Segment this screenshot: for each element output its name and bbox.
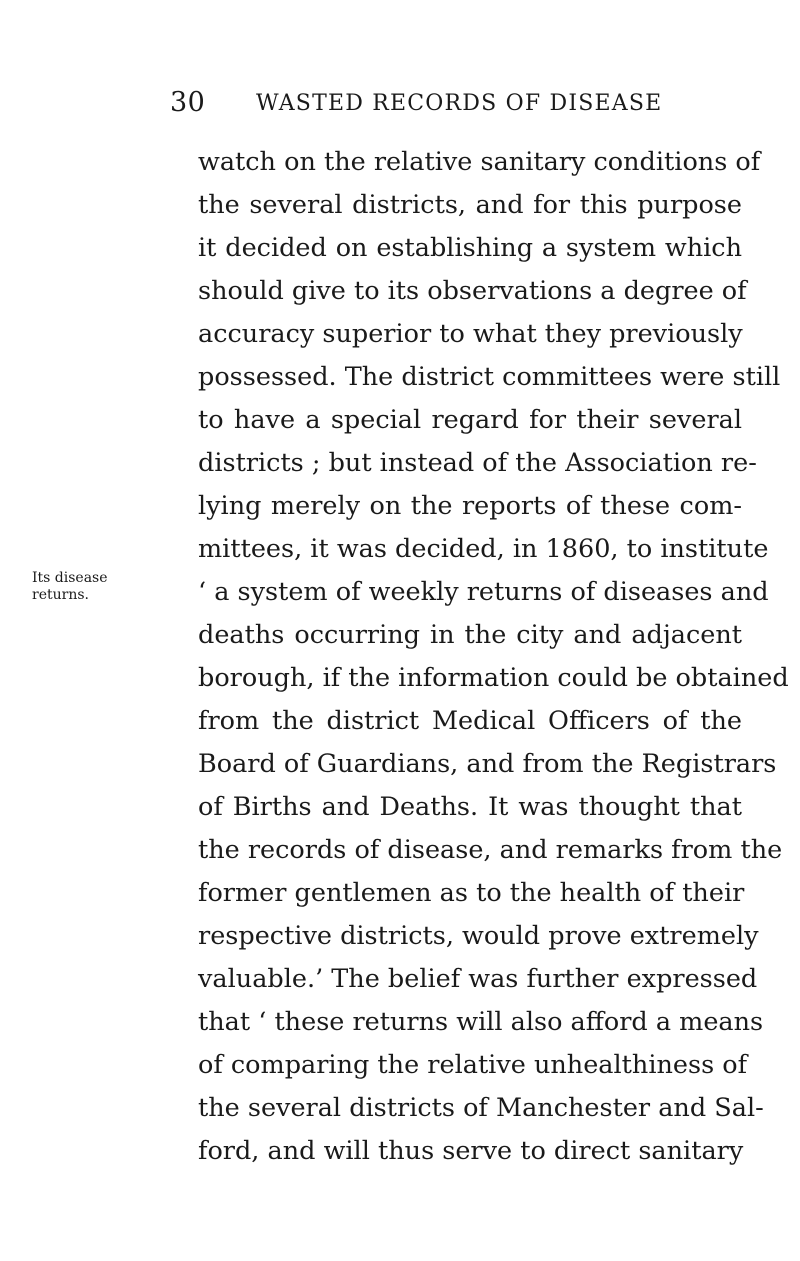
text-line: watch on the relative sanitary conditions of [198, 147, 761, 177]
text-line: possessed. The district committees were still [198, 362, 781, 392]
text-line: deaths occurring in the city and adjacent [198, 620, 742, 650]
text-line: ‘ a system of weekly returns of diseases and [198, 577, 769, 607]
page-number: 30 [170, 87, 206, 118]
sidenote-line: returns. [32, 587, 89, 603]
text-line: the records of disease, and remarks from the [198, 835, 783, 865]
text-line: districts ; but instead of the Association re- [198, 448, 757, 478]
sidenote-line: Its disease [32, 570, 108, 586]
running-title: WASTED RECORDS OF DISEASE [256, 91, 663, 116]
text-line: of comparing the relative unhealthiness of [198, 1050, 748, 1080]
text-line: mittees, it was decided, in 1860, to institute [198, 534, 769, 564]
text-line: ford, and will thus serve to direct sanitary [198, 1136, 744, 1166]
text-line: that ‘ these returns will also afford a means [198, 1007, 764, 1037]
text-line: of Births and Deaths. It was thought that [198, 792, 742, 822]
text-line: respective districts, would prove extremely [198, 921, 759, 951]
text-line: accuracy superior to what they previously [198, 319, 743, 349]
text-line: valuable.’ The belief was further expressed [198, 964, 758, 994]
text-line: should give to its observations a degree of [198, 276, 747, 306]
text-line: Board of Guardians, and from the Registrars [198, 749, 777, 779]
text-line: from the district Medical Officers of the [198, 706, 742, 736]
text-line: former gentlemen as to the health of their [198, 878, 745, 908]
text-line: the several districts, and for this purpose [198, 190, 742, 220]
margin-sidenote [32, 570, 172, 604]
text-line: the several districts of Manchester and Sal- [198, 1093, 764, 1123]
page-header [0, 88, 800, 118]
text-line: lying merely on the reports of these com- [198, 491, 742, 521]
text-line: to have a special regard for their several [198, 405, 742, 435]
text-line: borough, if the information could be obtained [198, 663, 789, 693]
text-line: it decided on establishing a system which [198, 233, 742, 263]
